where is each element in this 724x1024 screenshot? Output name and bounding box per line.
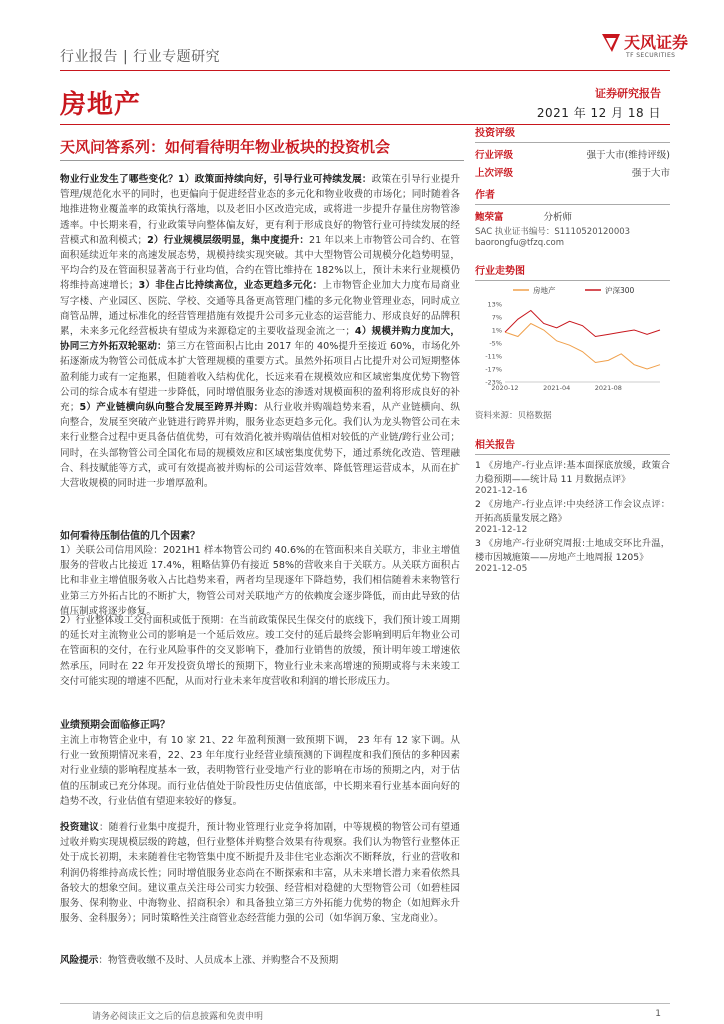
point-2-head: 2）行业规模层级明显，集中度提升：	[147, 234, 310, 246]
section-2-para-2: 2）行业整体竣工交付面积或低于预期：在当前政策保民生保交付的底线下，我们预计竣工周期的延长对主流物业公司的影响是一个延后效应。竣工交付的延后最终会影响到明后年物业公司在管面积的交付，在行业风险事件的交叉影响下，叠加行业销售的放缓，预计明年竣工增速依然承压，同时在 22 年开发投资负增长的预期下，物业行业未来高增速的预期或将与未来竣工交付可能实现的增速不匹配，从而对行业未来年度营收和利润的增长形成压力。	[60, 615, 460, 687]
logo-subtext: TF SECURITIES	[626, 52, 676, 59]
point-3-head: 3）非住占比持续高位，业态更趋多元化：	[138, 280, 323, 292]
rating-heading: 投资评级	[475, 124, 670, 143]
header-divider	[60, 70, 670, 71]
investment-advice	[60, 820, 460, 926]
investment-advice-text: ：随着行业集中度提升，预计物业管理行业竞争将加剧，中等规模的物管公司有望通过收并购实现规模层级的跨越，但行业整体并购整合效果有待观察。我们认为物管行业整体正处于成长初期，未来随着住宅物管集中度不断提升及非住宅业态渐次不断释放，行业的营收和利润仍将维持高成长性；同时增值服务业态尚在不断探索和丰富，从未来增长潜力来看依然具备较大的想象空间。建议重点关注母公司实力较强、经营相对稳健的大型物管公司（如碧桂园服务、保利物业、中海物业、招商积余）和具备独立第三方外拓能力优势的物企（如旭辉永升服务、金科服务）；同时策略性关注商管业态经营能力强的公司（如华润万象、宝龙商业）。	[60, 822, 461, 925]
related-report-1[interactable]: 1 《房地产-行业点评:基本面探底放缓，政策合力稳预期——统计局 11 月数据点评》	[475, 460, 670, 485]
rating-row-industry	[475, 143, 670, 161]
related-reports-block	[475, 436, 670, 574]
point-1-head: 1）政策面持续向好，引导行业可持续发展：	[178, 174, 372, 185]
related-report-date-2: 2021-12-12	[475, 525, 528, 535]
logo-text: 天风证券	[624, 33, 689, 52]
sector-title: 房地产	[60, 90, 142, 120]
risk-warning	[60, 953, 460, 968]
report-title: 天风问答系列：如何看待明年物业板块的投资机会	[60, 138, 391, 156]
footer-disclaimer[interactable]: 请务必阅读正文之后的信息披露和免责申明	[92, 1012, 264, 1022]
related-report-2[interactable]: 2 《房地产-行业点评:中央经济工作会议点评：开拓高质量发展之路》	[475, 499, 670, 524]
rating-key: 行业评级	[475, 150, 514, 161]
risk-warning-text: ：物管费收缴不及时、人员成本上涨、并购整合不及预期	[98, 955, 339, 966]
industry-trend-chart	[475, 282, 670, 392]
section-2-para-1: 1）关联公司信用风险：2021H1 样本物管公司约 40.6%的在管面积来自关联方，非业主增值服务的营收占比接近 17.4%，粗略估算仍有接近 58%的营收来自于关联方。从关联方面积占比和非业主增值服务收入占比趋势来看，两者均呈现逐年下降趋势，我们相信随着未来物管行业第三方外拓占比的不断扩大，物管公司对关联地产方的依赖度会逐步降低，而由此导致的估值压制或将逐步修复。	[60, 545, 460, 617]
logo-mark-icon	[600, 30, 622, 56]
rating-block	[475, 124, 670, 179]
author-heading: 作者	[475, 186, 670, 205]
legend-label: 沪深300	[605, 286, 635, 295]
point-4-head: 4）规模并购力度加大，协同三方外拓双轮驱动：	[60, 326, 460, 353]
y-tick-label: -11%	[485, 352, 502, 361]
y-tick-label: 13%	[487, 300, 502, 309]
question-1: 物业行业发生了哪些变化？	[60, 174, 178, 185]
report-date: 2021 年 12 月 18 日	[536, 106, 661, 120]
analyst-title: 分析师	[543, 212, 573, 223]
point-1-text: 政策在引导行业提升管理/规范化水平的同时，也更偏向于促进经营业态的多元化和物业收费的市场化；同时随着各地推进物业覆盖率的政策执行落地，以及老旧小区改造完成，或将进一步提升存量住房物管渗透率。中长期来看，行业政策导向整体偏友好，更有利于形成良好的物管行业可持续发展的经营模式和盈利模式；	[60, 174, 461, 246]
rating-row-previous	[475, 161, 670, 179]
page-number: 1	[655, 1009, 661, 1019]
related-report-3[interactable]: 3 《房地产-行业研究周报:土地成交环比升温，楼市因城施策——房地产土地周报 1205》	[475, 538, 670, 563]
related-heading: 相关报告	[475, 436, 670, 455]
investment-advice-label: 投资建议	[60, 822, 100, 833]
trend-block	[475, 262, 670, 281]
y-tick-label: -17%	[485, 365, 502, 374]
analyst-name: 鲍荣富	[475, 212, 504, 223]
series-line	[505, 311, 660, 337]
y-tick-label: -5%	[489, 339, 502, 348]
title-divider	[60, 160, 464, 161]
footer-divider	[60, 1003, 670, 1004]
section-2-heading: 如何看待压制估值的几个因素？	[60, 531, 200, 542]
x-tick-label: 2021-04	[543, 384, 571, 392]
point-5-head: 5）产业链横向纵向整合发展至跨界并购：	[79, 402, 264, 414]
series-line	[505, 324, 660, 370]
point-5-text: 从行业收并购端趋势来看，从产业链横向、纵向整合，发展至突破产业链进行跨界并购，服务业态更趋多元化。我们认为龙头物管公司在未来行业整合过程中更具备估值优势，可有效消化被并购端估值相对较低的产业链/跨行业公司；同时，在头部物管公司全国化布局的规模效应和区域密集度优势下，通过系统化改造、管理融合、科技赋能等方式，或可有效提高被并购标的公司运营效率、降低管理运营成本，从而在扩大营收规模的同时进一步增厚盈利。	[60, 402, 461, 490]
chart-source: 资料来源：贝格数据	[475, 411, 552, 421]
analyst-email[interactable]: baorongfu@tfzq.com	[475, 238, 565, 248]
related-report-date-1: 2021-12-16	[475, 486, 528, 496]
risk-warning-label: 风险提示	[60, 955, 99, 966]
summary-paragraph-1	[60, 172, 460, 491]
x-tick-label: 2021-08	[594, 384, 622, 392]
author-block	[475, 186, 670, 248]
point-3-text: 上市物管企业加大力度布局商业写字楼、产业园区、医院、学校、交通等具备更高管理门槛的多元化物业管理业态，同时成立商管品牌，通过标准化的经营管理措施有效提升公司多元业态的运营能力、形成良好的品牌积累，未来多元化经营板块有望成为来源稳定的主要收益现金流之一；	[60, 280, 460, 338]
doc-type-label: 行业报告 | 行业专题研究	[60, 49, 221, 65]
section-3-para: 主流上市物管企业中，有 10 家 21、22 年盈利预测一致预期下调， 23 年有 12 家下调。从行业一致预期情况来看，22、23 年年度行业经营业绩预测的下调程度和我们预估的多种因素对行业业绩的影响程度基本一致，表明物管行业受地产行业的影响在市场的预期之内，对于估值的压制或已充分体现。而行业估值处于阶段性历史估值底部，中长期来看行业基本面向好的趋势不改，行业估值有望迎来较好的修复。	[60, 735, 460, 807]
y-tick-label: 7%	[491, 313, 502, 322]
related-report-date-3: 2021-12-05	[475, 564, 528, 574]
point-4-text: 第三方在管面积占比由 2017 年的 40%提升至接近 60%，市场化外拓逐渐成为物管公司低成本扩大管理规模的重要方式。虽然外拓项目占比提升对公司短期整体盈利能力或有一定拖累，但随着收入结构优化，长远来看在规模效应和区域密集度优势下物管公司的综合成本有望进一步降低，同时增值服务业态的渗透对规模面积的盈利将形成良好的补充；	[60, 341, 460, 414]
section-3-heading: 业绩预期会面临修正吗？	[60, 720, 170, 731]
report-label: 证券研究报告	[595, 87, 661, 100]
trend-heading: 行业走势图	[475, 262, 670, 281]
x-tick-label: 2020-12	[491, 384, 519, 392]
rating-value: 强于大市(维持评级)	[586, 150, 670, 161]
y-tick-label: 1%	[491, 326, 502, 335]
rating-key: 上次评级	[475, 168, 514, 179]
analyst-cert: SAC 执业证书编号：S1110520120003	[475, 227, 631, 237]
y-tick-label: -23%	[485, 378, 502, 387]
company-logo	[600, 28, 689, 68]
rating-value: 强于大市	[631, 168, 670, 179]
legend-label: 房地产	[533, 286, 556, 295]
point-2-text: 21 年以来上市物管公司合约、在管面积延续近年来的高速发展态势，规模持续实现突破。其中大型物管公司规模分化趋势明显，平均合约及在管面积显著高于行业均值，合约在管比维持在 182%以上，预计未来行业规模仍将维持高速增长；	[60, 234, 460, 292]
